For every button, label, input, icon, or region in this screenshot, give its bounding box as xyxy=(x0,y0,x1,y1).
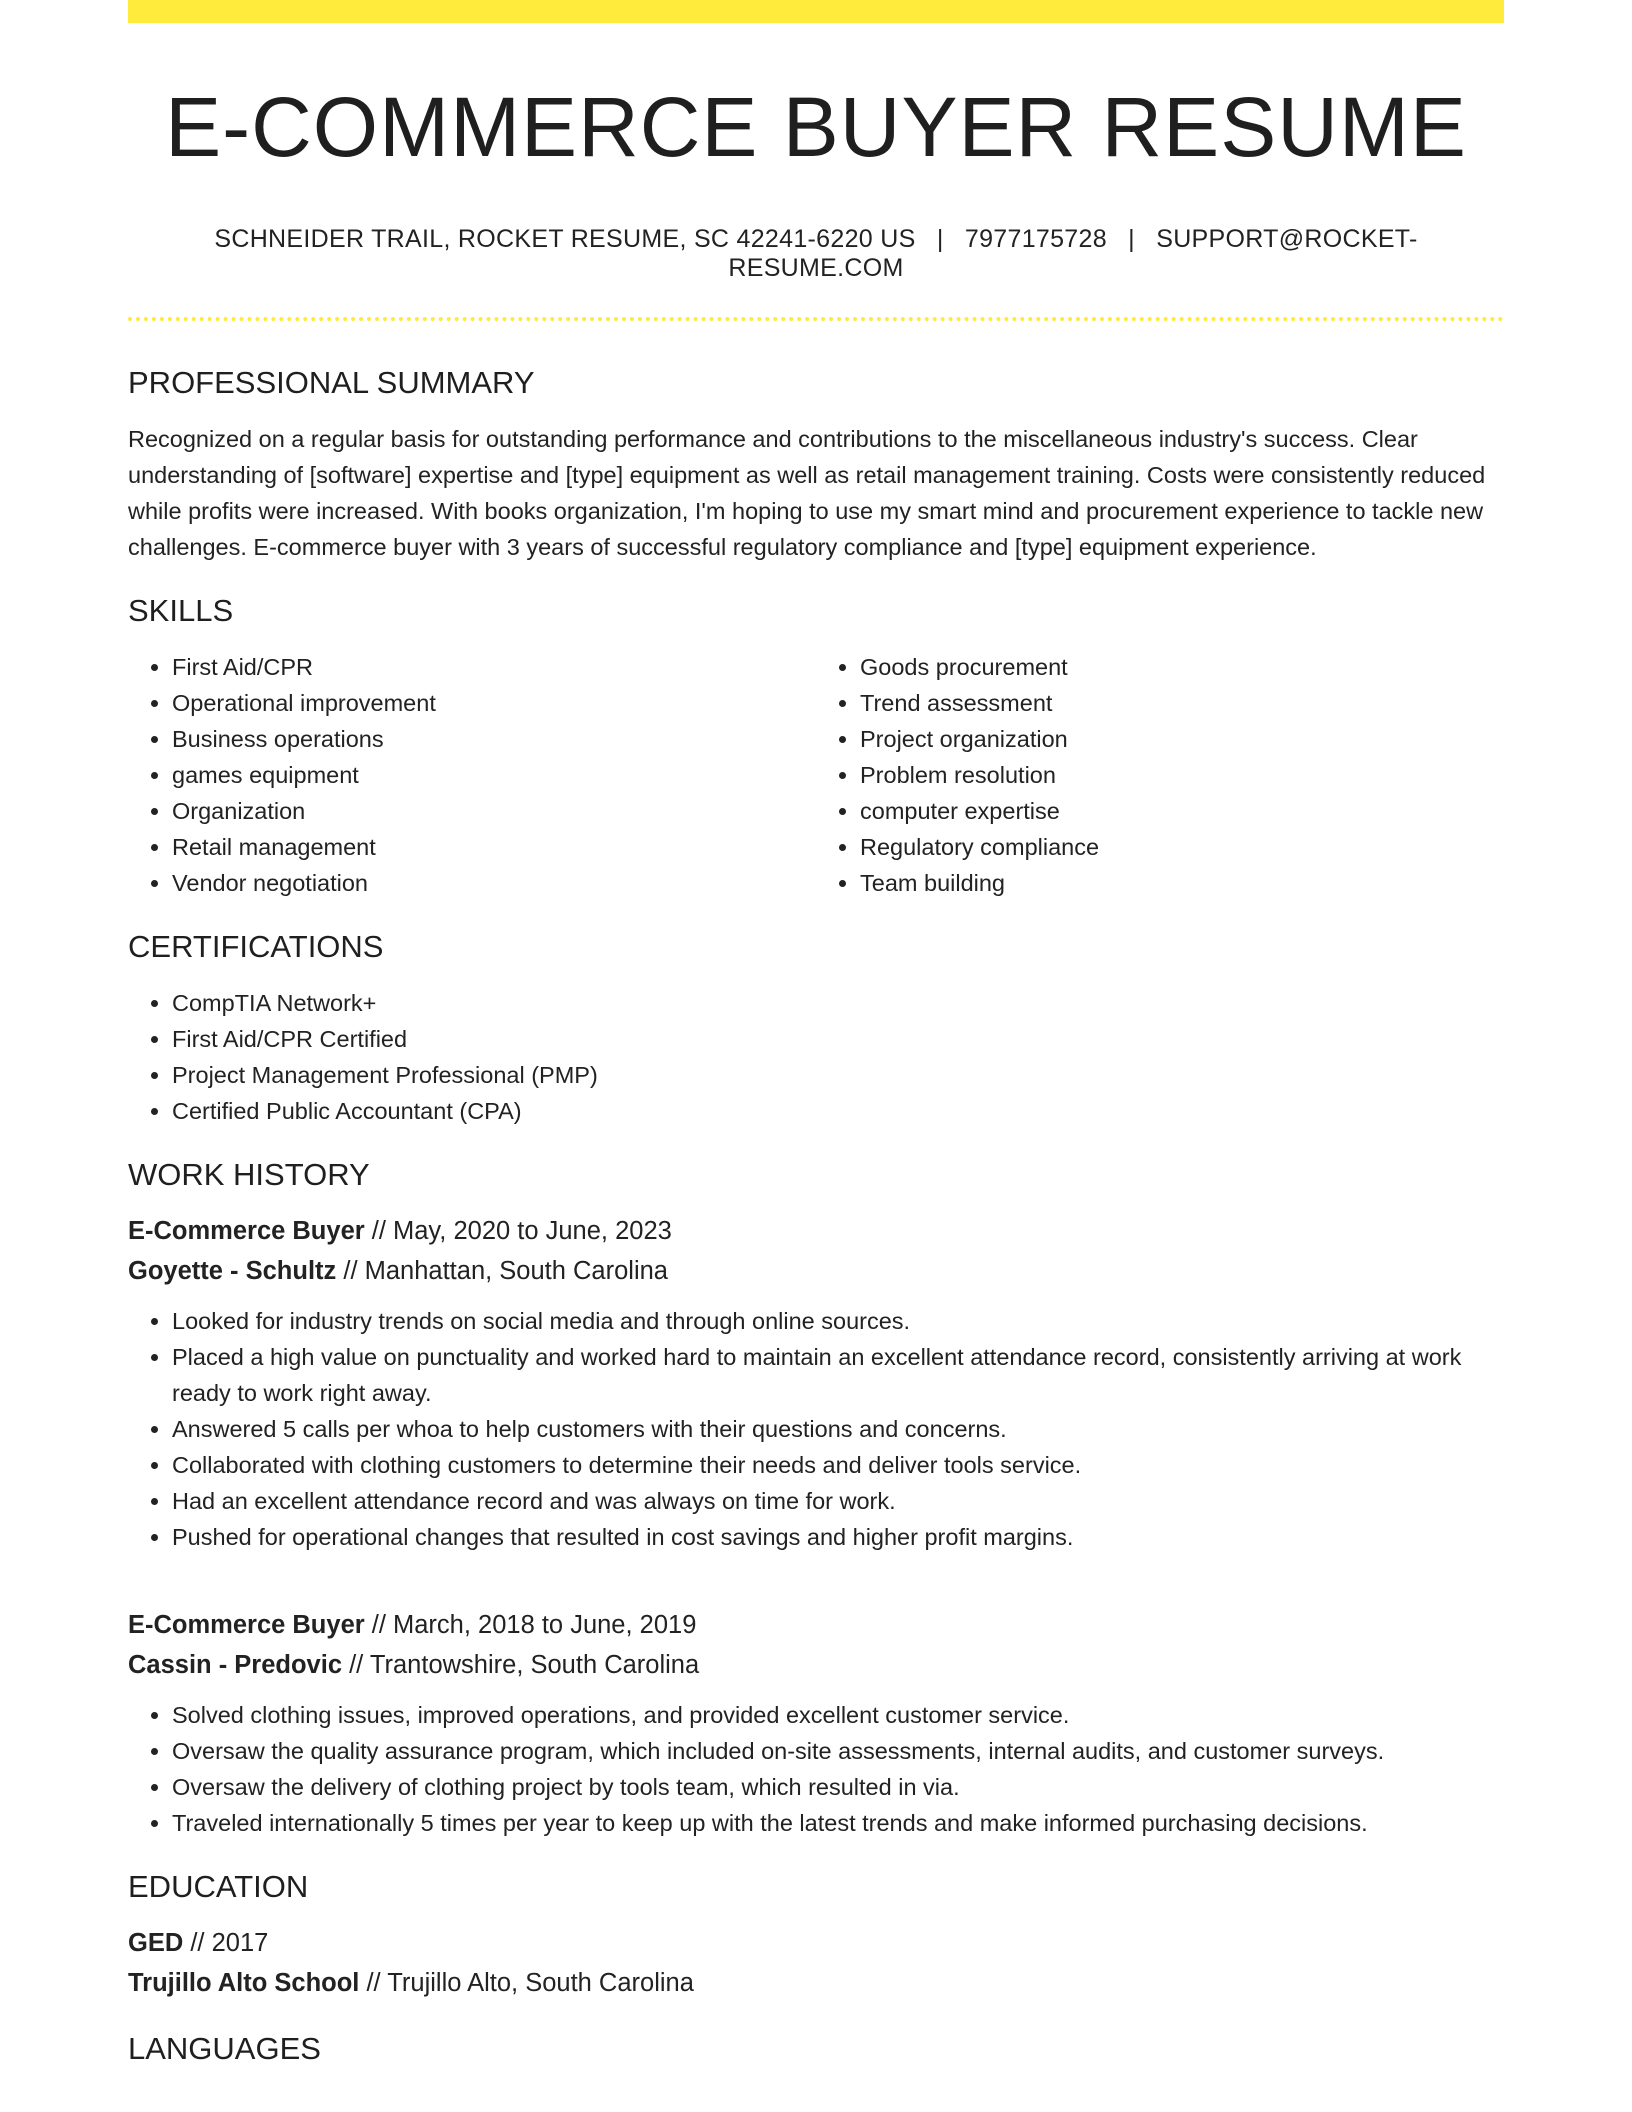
certifications-list xyxy=(128,985,1504,1129)
education-school: Trujillo Alto School xyxy=(128,1969,360,1998)
skills-section xyxy=(128,593,1504,901)
skill-item: • Business operations xyxy=(172,721,816,757)
job-entry xyxy=(128,1211,1504,1555)
skill-item: • computer expertise xyxy=(860,793,1504,829)
skill-item: • Regulatory compliance xyxy=(860,829,1504,865)
job-title-line xyxy=(128,1211,1504,1251)
education-degree-line xyxy=(128,1923,1504,1963)
contact-separator: | xyxy=(1128,225,1135,254)
job-title: E-Commerce Buyer xyxy=(128,1217,365,1246)
education-section xyxy=(128,1869,1504,2003)
top-accent-bar xyxy=(128,0,1504,23)
skills-list-left xyxy=(128,649,816,901)
skill-item: • Organization xyxy=(172,793,816,829)
skills-columns xyxy=(128,649,1504,901)
job-bullet: • Placed a high value on punctuality and worked hard to maintain an excellent attendance record, consistently arriving at work ready to work right away. xyxy=(172,1339,1504,1411)
job-bullets xyxy=(128,1697,1504,1841)
section-heading: SKILLS xyxy=(128,593,234,629)
skill-item: • Vendor negotiation xyxy=(172,865,816,901)
skill-item: • games equipment xyxy=(172,757,816,793)
job-company-line xyxy=(128,1645,1504,1685)
languages-section xyxy=(128,2031,1504,2067)
job-location: // Manhattan, South Carolina xyxy=(336,1257,668,1286)
job-title-line xyxy=(128,1605,1504,1645)
job-bullet: • Traveled internationally 5 times per year to keep up with the latest trends and make informed purchasing decisions. xyxy=(172,1805,1504,1841)
job-company: Cassin - Predovic xyxy=(128,1651,342,1680)
job-location: // Trantowshire, South Carolina xyxy=(342,1651,700,1680)
section-heading: CERTIFICATIONS xyxy=(128,929,384,965)
resume-page xyxy=(128,0,1504,2087)
dotted-divider xyxy=(128,317,1504,321)
contact-line xyxy=(128,225,1504,283)
job-bullet: • Oversaw the quality assurance program, which included on-site assessments, internal audits, and customer surveys. xyxy=(172,1733,1504,1769)
section-heading: EDUCATION xyxy=(128,1869,309,1905)
job-bullet: • Looked for industry trends on social media and through online sources. xyxy=(172,1303,1504,1339)
certification-item: • Project Management Professional (PMP) xyxy=(172,1057,1504,1093)
contact-address: SCHNEIDER TRAIL, ROCKET RESUME, SC 42241-6220 US xyxy=(214,225,916,254)
education-location: // Trujillo Alto, South Carolina xyxy=(359,1969,694,1998)
skill-item: • Problem resolution xyxy=(860,757,1504,793)
skill-item: • Operational improvement xyxy=(172,685,816,721)
job-bullet: • Collaborated with clothing customers to determine their needs and deliver tools service. xyxy=(172,1447,1504,1483)
job-bullet: • Pushed for operational changes that resulted in cost savings and higher profit margins. xyxy=(172,1519,1504,1555)
section-heading: PROFESSIONAL SUMMARY xyxy=(128,365,535,401)
skill-item: • Goods procurement xyxy=(860,649,1504,685)
job-title: E-Commerce Buyer xyxy=(128,1611,365,1640)
work-history-section xyxy=(128,1157,1504,1841)
certifications-section xyxy=(128,929,1504,1129)
contact-separator: | xyxy=(936,225,944,254)
certification-item: • First Aid/CPR Certified xyxy=(172,1021,1504,1057)
job-company-line xyxy=(128,1251,1504,1291)
certification-item: • CompTIA Network+ xyxy=(172,985,1504,1021)
education-year: // 2017 xyxy=(183,1929,269,1958)
skill-item: • First Aid/CPR xyxy=(172,649,816,685)
education-degree: GED xyxy=(128,1929,184,1958)
job-company: Goyette - Schultz xyxy=(128,1257,337,1286)
job-bullet: • Oversaw the delivery of clothing project by tools team, which resulted in via. xyxy=(172,1769,1504,1805)
contact-email: SUPPORT@ROCKET-RESUME.COM xyxy=(728,225,1418,283)
skill-item: • Trend assessment xyxy=(860,685,1504,721)
contact-phone: 7977175728 xyxy=(964,225,1107,254)
summary-text: Recognized on a regular basis for outstanding performance and contributions to the miscellaneous industry's success. Clear understanding of [software] expertise and [type] equipment as well as retail management training. Costs were consistently reduced while profits were increased. With books organization, I'm hoping to use my smart mind and procurement experience to tackle new challenges. E-commerce buyer with 3 years of successful regulatory compliance and [type] equipment experience. xyxy=(128,426,1486,561)
skill-item: • Project organization xyxy=(860,721,1504,757)
section-heading: LANGUAGES xyxy=(128,2031,321,2067)
skill-item: • Team building xyxy=(860,865,1504,901)
job-bullets xyxy=(128,1303,1504,1555)
job-entry xyxy=(128,1605,1504,1841)
summary-section xyxy=(128,365,1504,565)
job-dates: // May, 2020 to June, 2023 xyxy=(364,1217,672,1246)
job-bullet: • Solved clothing issues, improved operations, and provided excellent customer service. xyxy=(172,1697,1504,1733)
skill-item: • Retail management xyxy=(172,829,816,865)
education-school-line xyxy=(128,1963,1504,2003)
certification-item: • Certified Public Accountant (CPA) xyxy=(172,1093,1504,1129)
job-dates: // March, 2018 to June, 2019 xyxy=(364,1611,697,1640)
skills-list-right xyxy=(816,649,1504,901)
section-heading: WORK HISTORY xyxy=(128,1157,370,1193)
job-bullet: • Had an excellent attendance record and was always on time for work. xyxy=(172,1483,1504,1519)
job-bullet: • Answered 5 calls per whoa to help customers with their questions and concerns. xyxy=(172,1411,1504,1447)
resume-title: E-COMMERCE BUYER RESUME xyxy=(165,80,1467,174)
